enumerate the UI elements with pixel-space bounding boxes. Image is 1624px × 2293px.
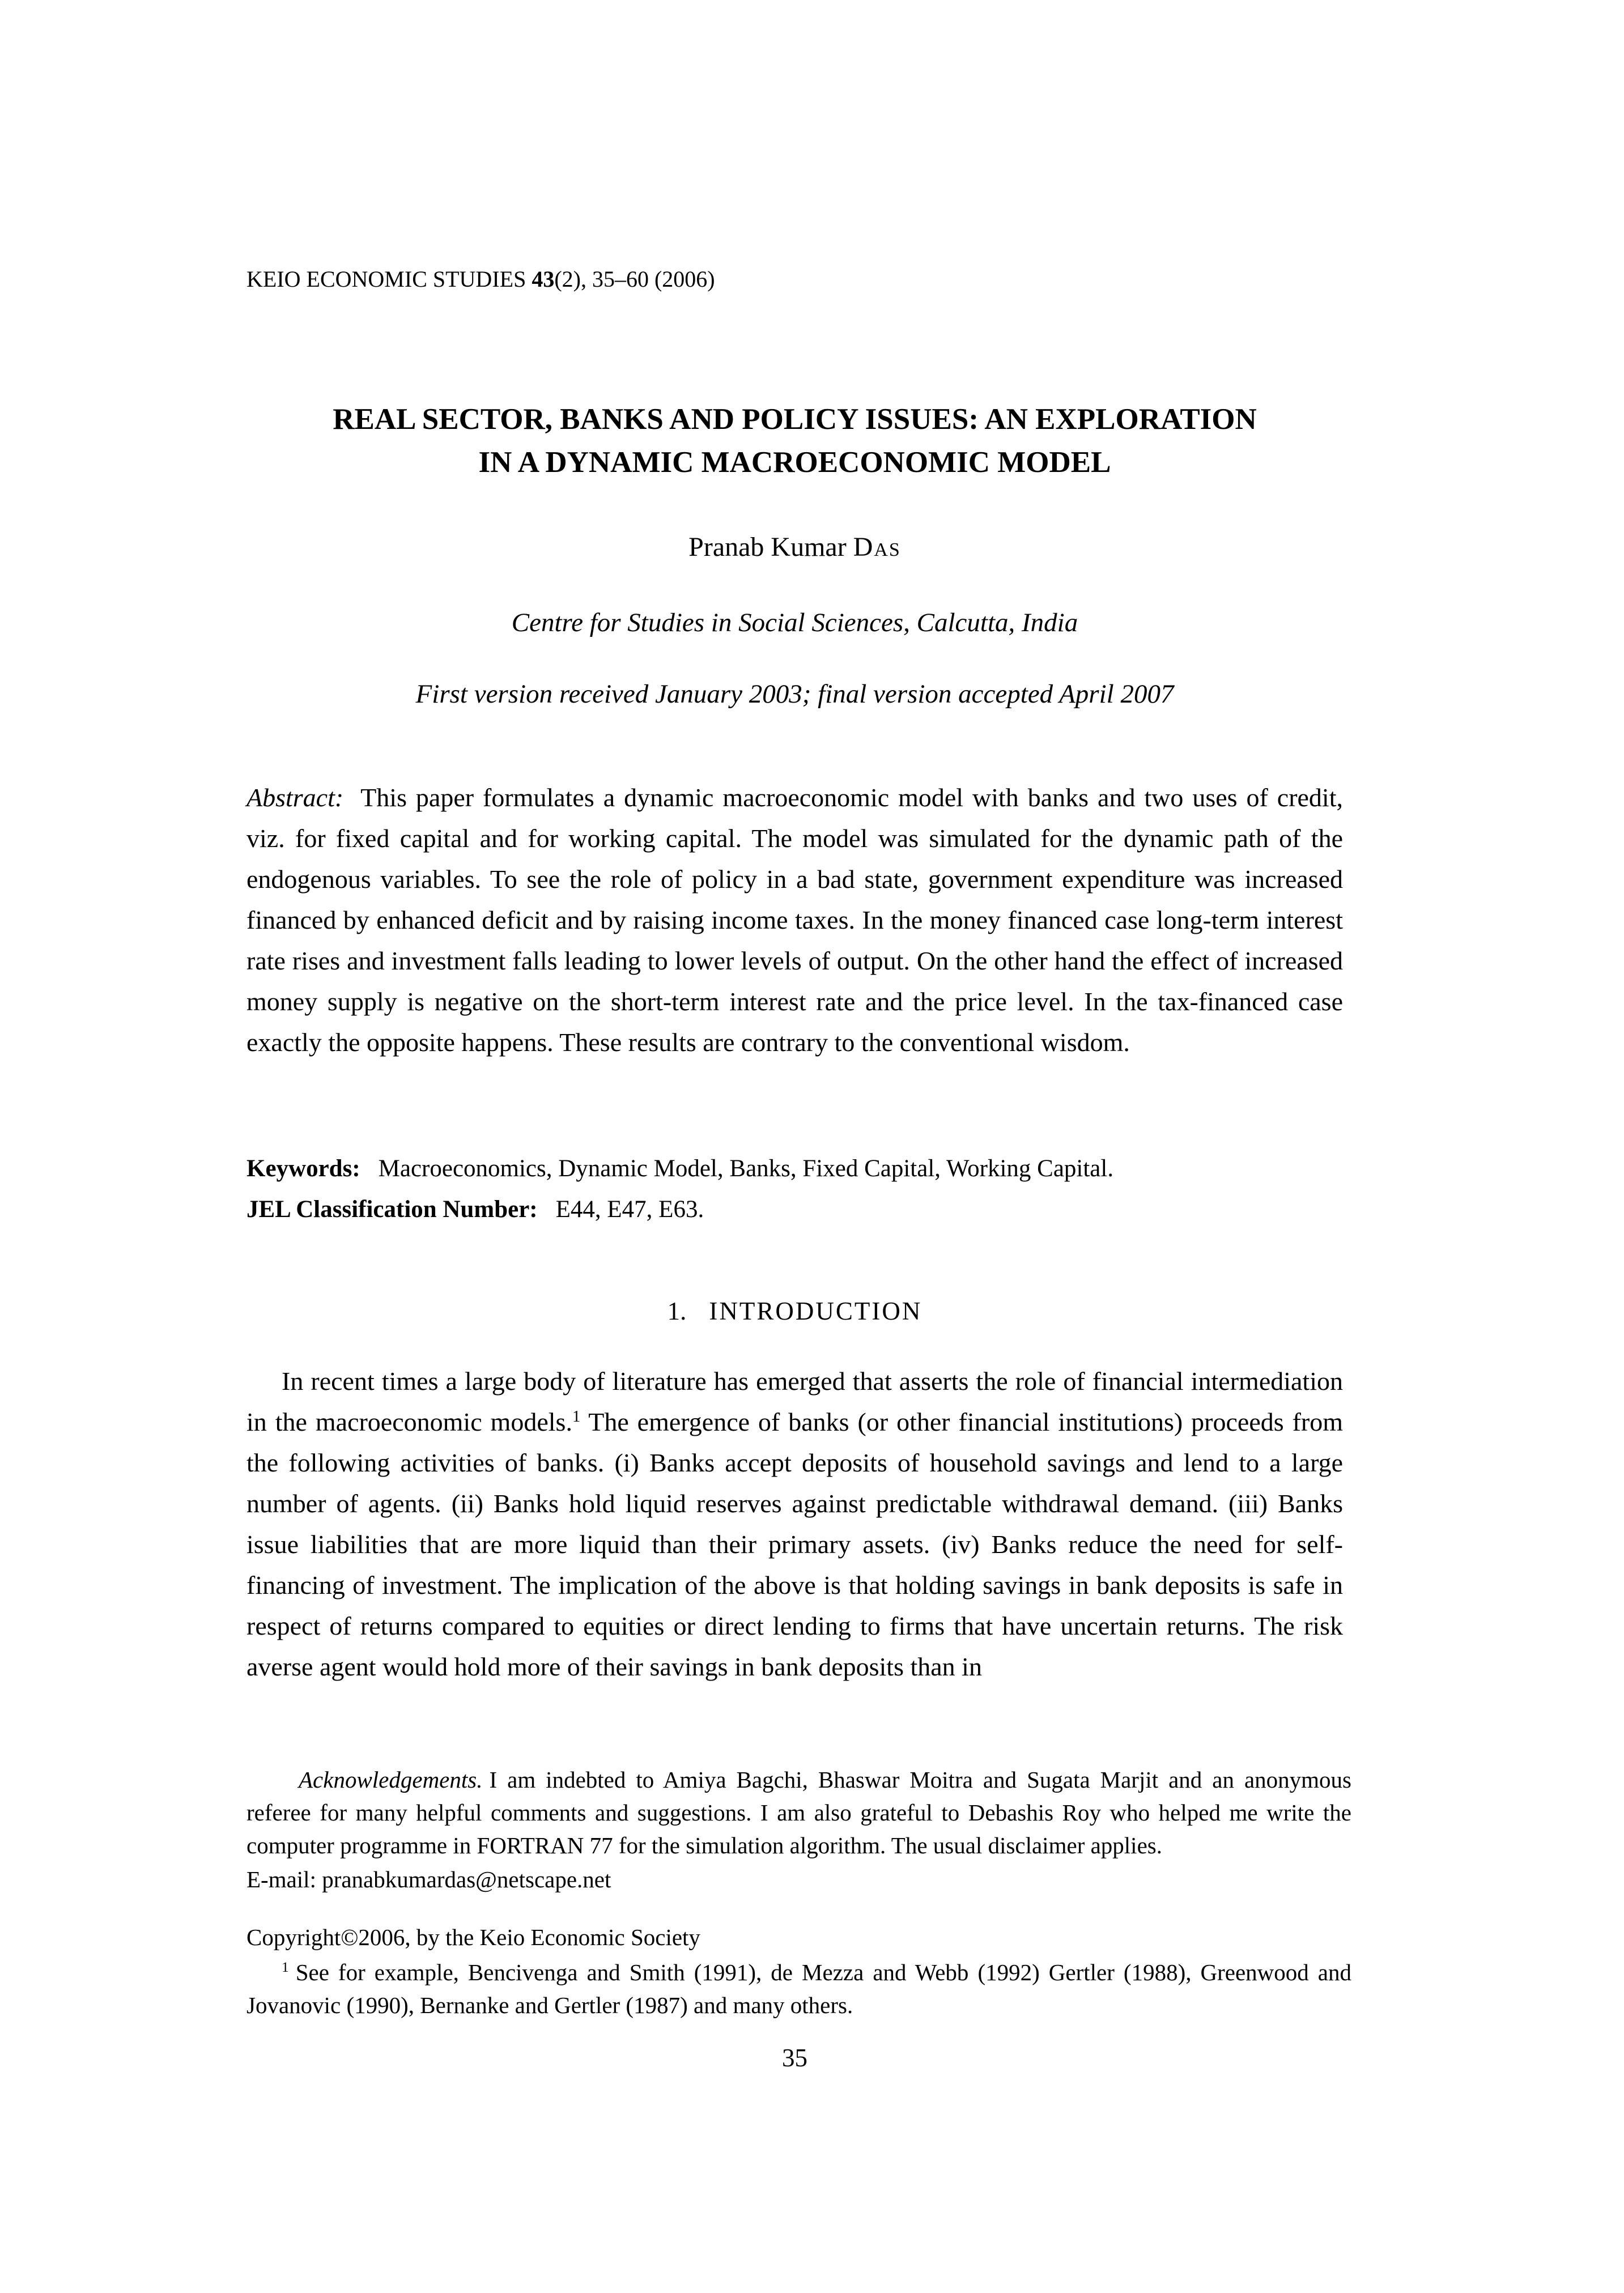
introduction-text-part1: In recent times a large body of literature has emerged that asserts the role of financial intermediation in the macroeconomic models.	[246, 1367, 1343, 1436]
footnote-1-reference-marker: 1	[572, 1407, 581, 1426]
jel-classification-line	[246, 1196, 1343, 1223]
journal-volume: 43	[532, 266, 555, 292]
received-dates-line: First version received January 2003; final version accepted April 2007	[415, 679, 1174, 709]
paper-title	[246, 398, 1343, 484]
paper-title-line-2: IN A DYNAMIC MACROECONOMIC MODEL	[478, 446, 1111, 479]
jel-label: JEL Classification Number:	[246, 1196, 538, 1223]
journal-name-and-issue-prefix: KEIO ECONOMIC STUDIES	[246, 266, 532, 292]
author-email-line: E-mail: pranabkumardas@netscape.net	[246, 1866, 611, 1892]
journal-issue-pages-year: (2), 35–60 (2006)	[554, 266, 715, 292]
keywords-text: Macroeconomics, Dynamic Model, Banks, Fixed Capital, Working Capital.	[378, 1155, 1114, 1182]
introduction-text-part2: The emergence of banks (or other financial institutions) proceeds from the following activities of banks. (i) Banks accept deposits of household savings and lend to a large number of agents. (ii) Banks hold liquid reserves against predictable withdrawal demand. (iii) Banks issue liabilities that are more liquid than their primary assets. (iv) Banks reduce the need for self-financing of investment. The implication of the above is that holding savings in bank deposits is safe in respect of returns compared to equities or direct lending to firms that have uncertain returns. The risk averse agent would hold more of their savings in bank deposits than in	[246, 1407, 1343, 1681]
copyright-line: Copyright©2006, by the Keio Economic Society	[246, 1924, 700, 1950]
abstract-paragraph	[246, 777, 1343, 1063]
acknowledgements-label: Acknowledgements.	[299, 1767, 483, 1793]
jel-text: E44, E47, E63.	[555, 1196, 704, 1223]
acknowledgements-text: I am indebted to Amiya Bagchi, Bhaswar Moitra and Sugata Marjit and an anonymous referee for many helpful comments and suggestions. I am also grateful to Debashis Roy who helped me write the computer programme in FORTRAN 77 for the simulation algorithm. The usual disclaimer applies.	[246, 1767, 1351, 1858]
keywords-line	[246, 1155, 1343, 1182]
section-title: INTRODUCTION	[709, 1297, 922, 1325]
abstract-text: This paper formulates a dynamic macroeconomic model with banks and two uses of credit, viz. for fixed capital and for working capital. The model was simulated for the dynamic path of the endogenous variables. To see the role of policy in a bad state, government expenditure was increased financed by enhanced deficit and by raising income taxes. In the money financed case long-term interest rate rises and investment falls leading to lower levels of output. On the other hand the effect of increased money supply is negative on the short-term interest rate and the price level. In the tax-financed case exactly the opposite happens. These results are contrary to the conventional wisdom.	[246, 783, 1343, 1057]
keywords-label: Keywords:	[246, 1155, 360, 1182]
introduction-paragraph	[246, 1361, 1343, 1687]
footnote-1-marker: 1	[282, 1959, 289, 1976]
page-number: 35	[782, 2044, 807, 2072]
paper-title-line-1: REAL SECTOR, BANKS AND POLICY ISSUES: AN EXPLORATION	[333, 403, 1257, 436]
footnote-1	[246, 1956, 1351, 2022]
author-given-names: Pranab Kumar	[688, 532, 853, 562]
author-surname: Das	[853, 532, 901, 562]
section-heading-introduction	[246, 1297, 1343, 1326]
abstract-label: Abstract:	[246, 783, 344, 812]
acknowledgements-footnote	[246, 1763, 1351, 1862]
author-line	[246, 533, 1343, 563]
journal-header	[246, 266, 1343, 292]
section-number: 1.	[667, 1297, 687, 1325]
author-affiliation: Centre for Studies in Social Sciences, Calcutta, India	[511, 608, 1078, 637]
footnote-1-text: See for example, Bencivenga and Smith (1991), de Mezza and Webb (1992) Gertler (1988), Greenwood and Jovanovic (1990), Bernanke and Gertler (1987) and many others.	[246, 1959, 1351, 2018]
